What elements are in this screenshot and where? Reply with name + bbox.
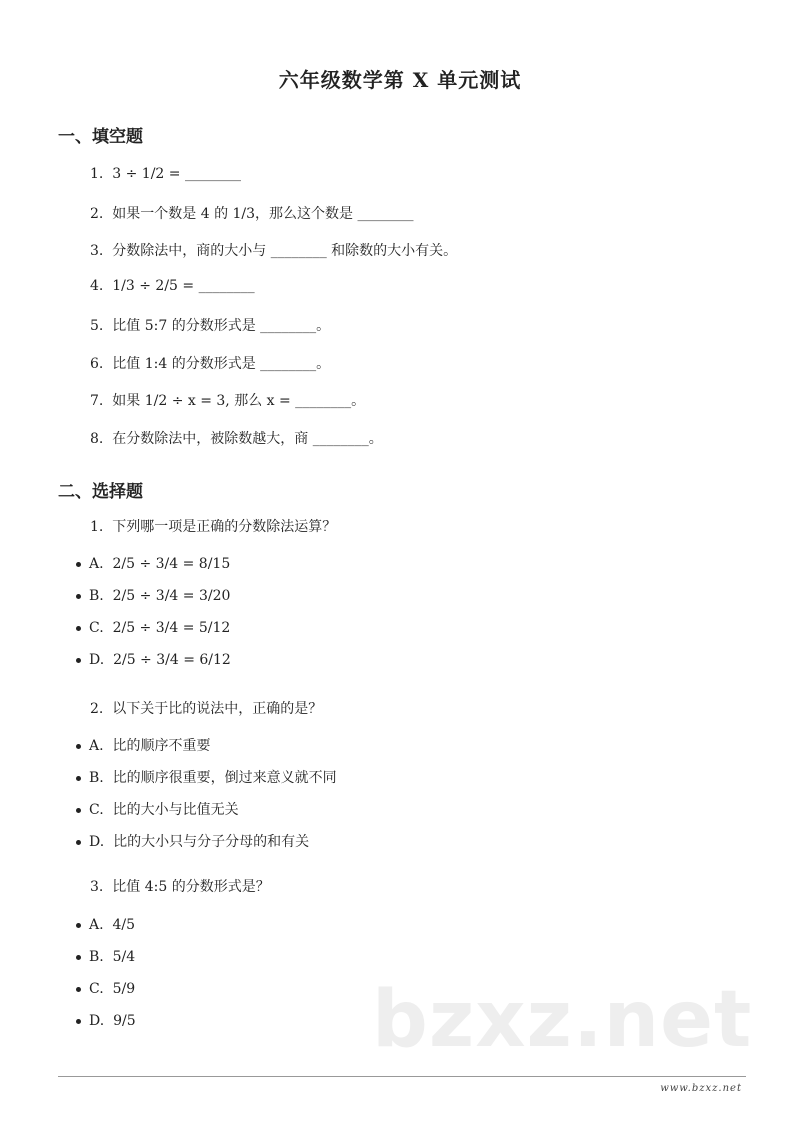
bullet-icon — [76, 562, 81, 567]
fill-blank-item: 7. 如果 1/2 ÷ x = 3, 那么 x = ________。 — [90, 393, 366, 409]
fill-blank-item: 8. 在分数除法中，被除数越大，商 ________。 — [90, 431, 383, 447]
fill-blank-item: 5. 比值 5:7 的分数形式是 ________。 — [90, 318, 331, 334]
bullet-icon — [76, 923, 81, 928]
question: 2. 以下关于比的说法中，正确的是？ — [90, 701, 323, 717]
option: B. 2/5 ÷ 3/4 = 3/20 — [76, 588, 230, 604]
bullet-icon — [76, 626, 81, 631]
option: C. 5/9 — [76, 981, 135, 997]
bullet-icon — [76, 840, 81, 845]
bullet-icon — [76, 776, 81, 781]
section-heading-multiple-choice: 二、选择题 — [58, 482, 143, 502]
bullet-icon — [76, 955, 81, 960]
bullet-icon — [76, 744, 81, 749]
fill-blank-item: 2. 如果一个数是 4 的 1/3，那么这个数是 ________ — [90, 206, 414, 222]
fill-blank-item: 4. 1/3 ÷ 2/5 = ________ — [90, 278, 255, 294]
option: A. 比的顺序不重要 — [76, 735, 210, 755]
page-title: 六年级数学第 X 单元测试 — [278, 68, 522, 92]
option: B. 比的顺序很重要，倒过来意义就不同 — [76, 767, 337, 787]
footer-divider — [58, 1076, 746, 1077]
option: A. 4/5 — [76, 917, 135, 933]
footer-url: www.bzxz.net — [660, 1083, 742, 1094]
bullet-icon — [76, 808, 81, 813]
option: C. 比的大小与比值无关 — [76, 799, 239, 819]
option: D. 2/5 ÷ 3/4 = 6/12 — [76, 652, 231, 668]
bullet-icon — [76, 658, 81, 663]
watermark: bzxz.net — [372, 975, 753, 1065]
bullet-icon — [76, 1019, 81, 1024]
question: 1. 下列哪一项是正确的分数除法运算？ — [90, 519, 337, 535]
option: D. 9/5 — [76, 1013, 136, 1029]
fill-blank-item: 6. 比值 1:4 的分数形式是 ________。 — [90, 356, 331, 372]
option: D. 比的大小只与分子分母的和有关 — [76, 831, 309, 851]
fill-blank-item: 3. 分数除法中，商的大小与 ________ 和除数的大小有关。 — [90, 243, 458, 259]
bullet-icon — [76, 594, 81, 599]
bullet-icon — [76, 987, 81, 992]
fill-blank-item: 1. 3 ÷ 1/2 = ________ — [90, 166, 241, 182]
section-heading-fill-blank: 一、填空题 — [58, 127, 143, 147]
option: B. 5/4 — [76, 949, 135, 965]
option: A. 2/5 ÷ 3/4 = 8/15 — [76, 556, 230, 572]
option: C. 2/5 ÷ 3/4 = 5/12 — [76, 620, 230, 636]
question: 3. 比值 4:5 的分数形式是？ — [90, 879, 270, 895]
